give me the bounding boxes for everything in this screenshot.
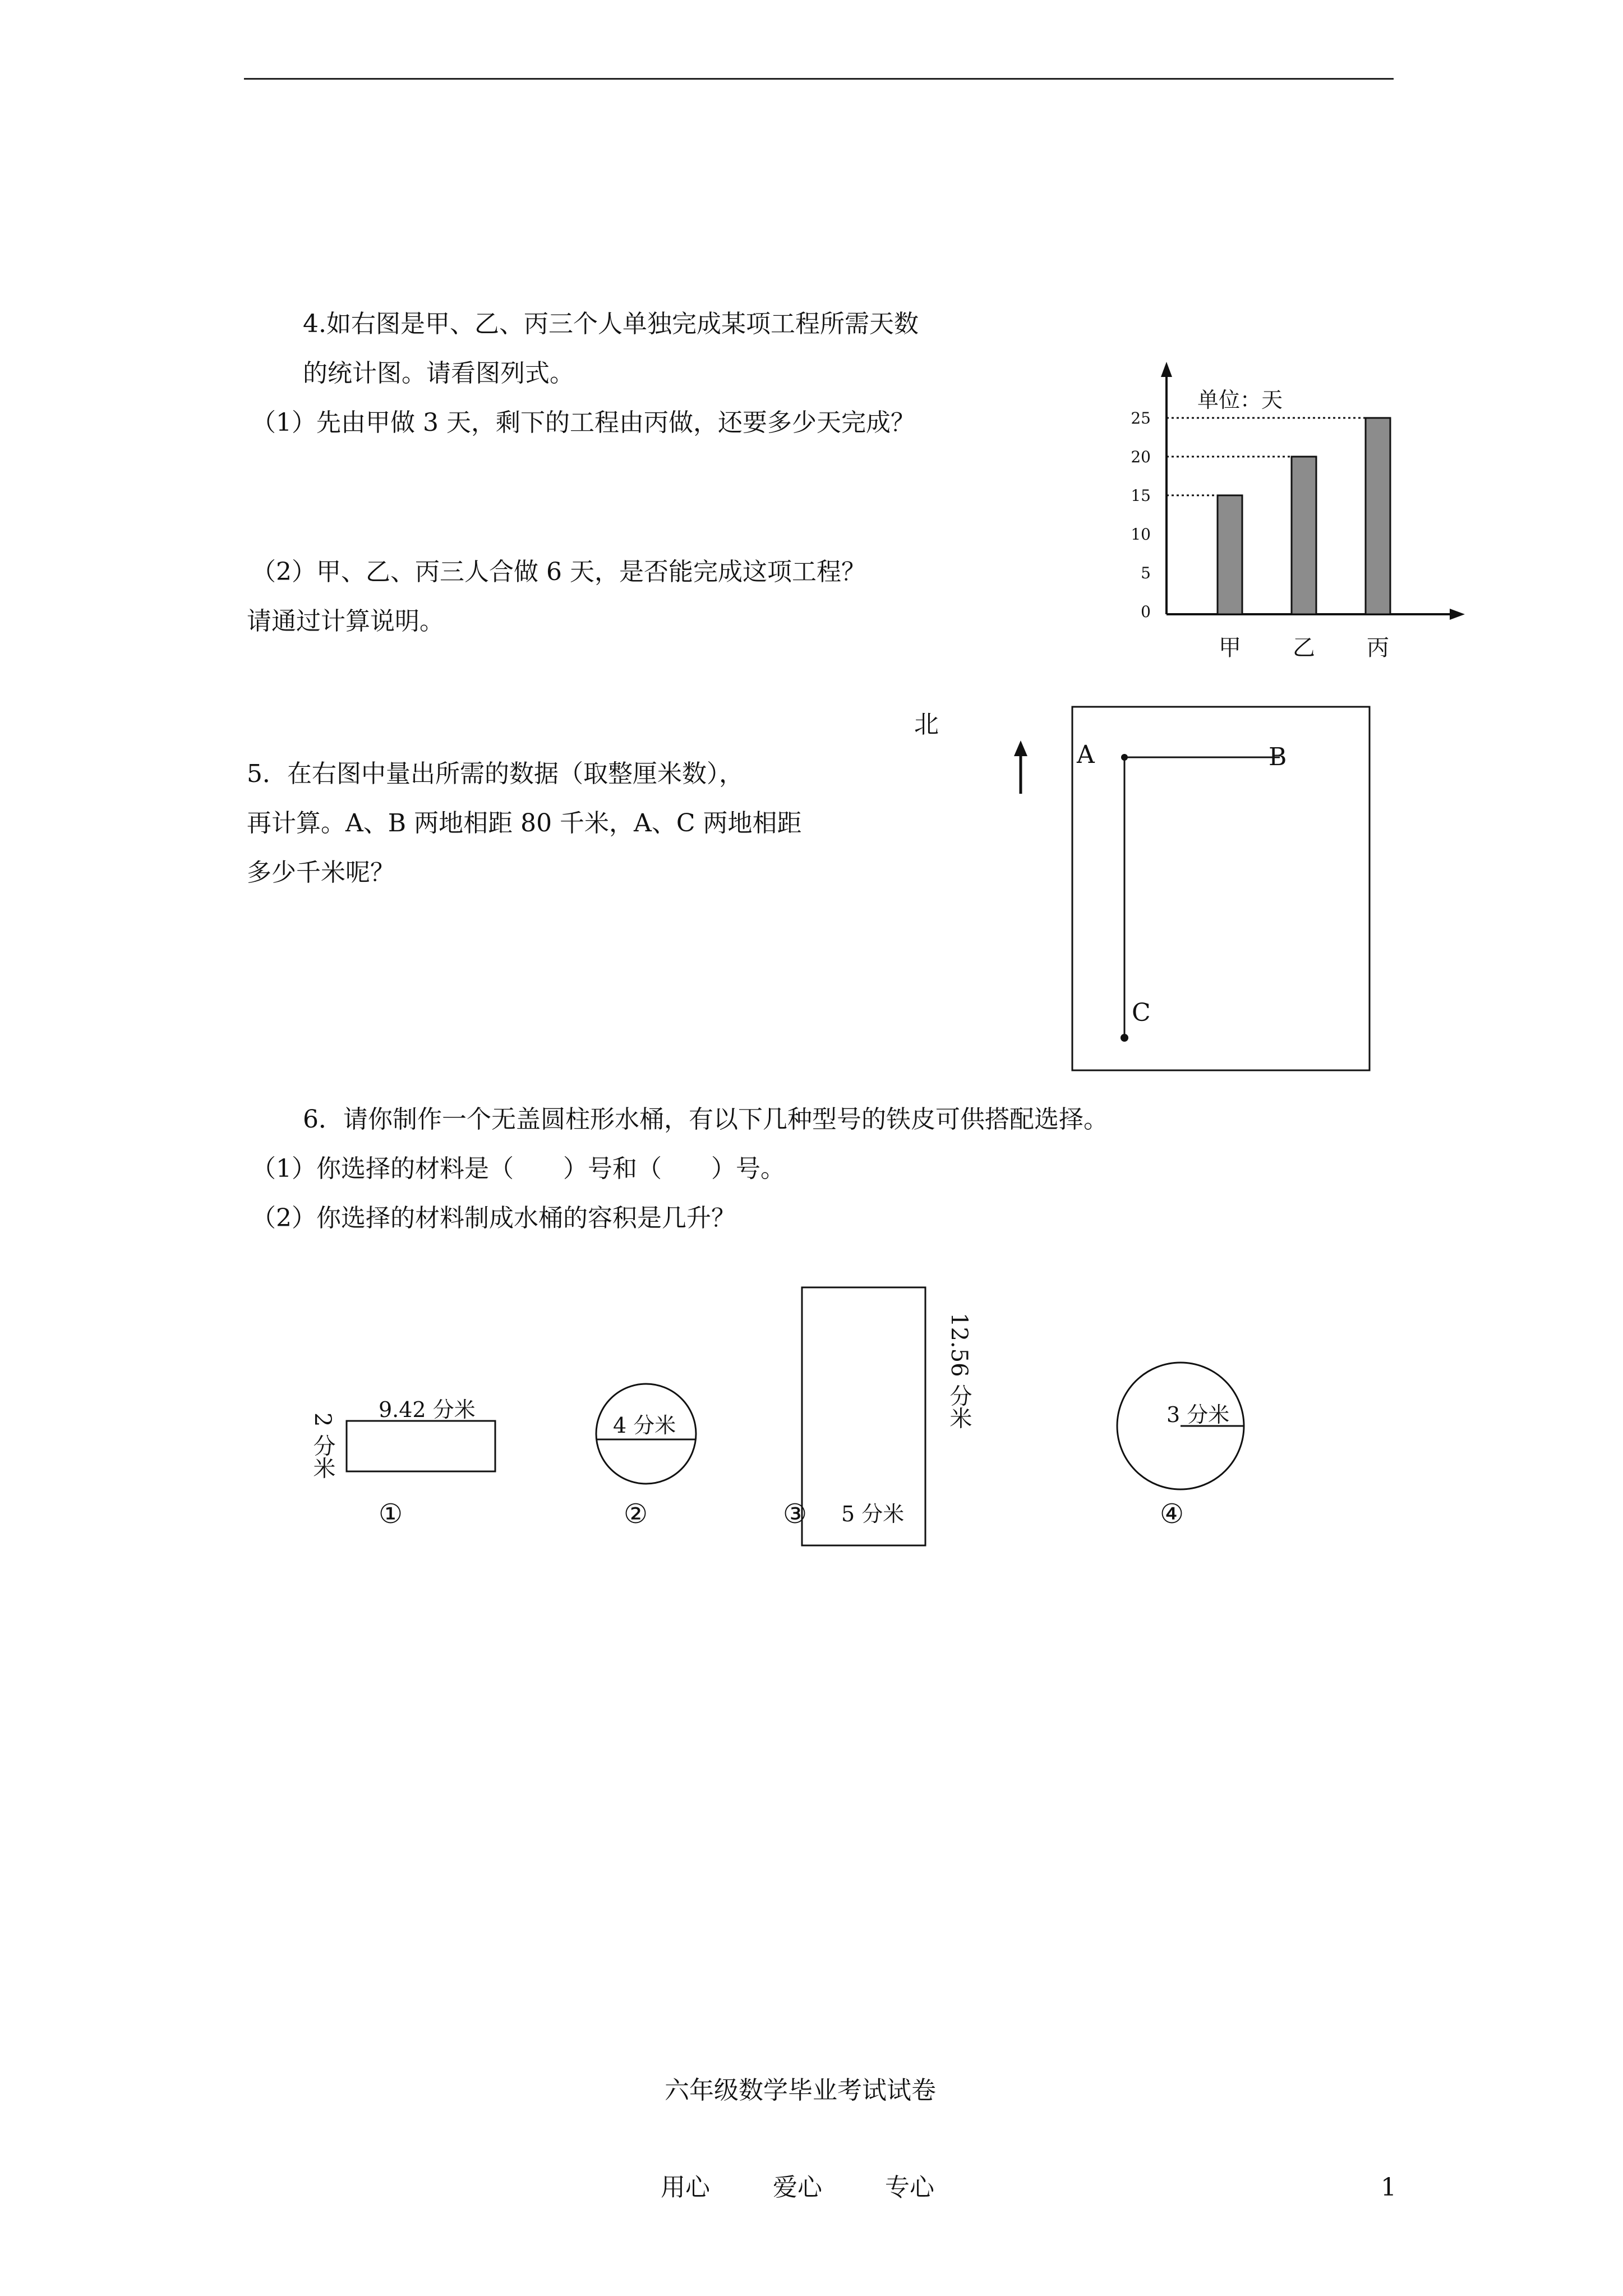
q5-line2: 再计算。A、B 两地相距 80 千米，A、C 两地相距 (247, 809, 802, 838)
shape2-number: ② (624, 1498, 648, 1530)
shape2-diameter-label: 4 分米 (613, 1413, 676, 1438)
q5-line3: 多少千米呢？ (247, 858, 395, 887)
north-arrow-icon (1009, 740, 1032, 797)
q4-sub1: （1）先由甲做 3 天，剩下的工程由丙做，还要多少天完成？ (251, 408, 915, 437)
y-tick-label: 15 (1131, 486, 1151, 505)
y-tick-label: 10 (1131, 525, 1151, 544)
x-category-label: 乙 (1293, 635, 1315, 661)
bar-chart (0, 0, 1623, 673)
shape3-width-label: 5 分米 (841, 1502, 905, 1526)
point-b-label: B (1269, 743, 1287, 771)
y-tick-label: 20 (1131, 448, 1151, 466)
y-tick-label: 25 (1131, 409, 1151, 427)
map-diagram (1071, 706, 1374, 1076)
shape4-number: ④ (1160, 1498, 1184, 1530)
north-label: 北 (914, 710, 939, 739)
shape1-number: ① (379, 1498, 403, 1530)
bar (1292, 457, 1316, 614)
shape1-width-label: 9.42 分米 (379, 1397, 476, 1422)
page-number: 1 (1381, 2173, 1396, 2202)
point-c-label: C (1132, 999, 1151, 1027)
bar (1218, 495, 1242, 614)
shape4-radius-label: 3 分米 (1166, 1402, 1230, 1427)
y-tick-label: 0 (1141, 602, 1151, 621)
q6-sub2: （2）你选择的材料制成水桶的容积是几升？ (251, 1204, 736, 1232)
footer-motto-1: 用心 (661, 2173, 710, 2202)
footer-motto-3: 专心 (885, 2173, 934, 2202)
shape3-number: ③ (783, 1498, 808, 1530)
q5-line1: 5．在右图中量出所需的数据（取整厘米数）， (247, 760, 744, 788)
y-tick-label: 5 (1141, 564, 1151, 582)
point-a-label: A (1077, 740, 1095, 769)
q4-sub2a: （2）甲、乙、丙三人合做 6 天，是否能完成这项工程？ (251, 558, 866, 586)
chart-unit-label: 单位：天 (1197, 388, 1283, 412)
shape1-rect (347, 1421, 495, 1471)
shape1-height-label: 2 分米 (310, 1412, 335, 1479)
q6-sub1: （1）你选择的材料是（ ）号和（ ）号。 (251, 1154, 785, 1183)
bar (1366, 418, 1390, 614)
materials-diagram (0, 1262, 1623, 1554)
x-category-label: 甲 (1219, 635, 1241, 661)
x-category-label: 丙 (1367, 635, 1389, 661)
footer-motto-2: 爱心 (773, 2173, 822, 2202)
q6-line1: 6．请你制作一个无盖圆柱形水桶，有以下几种型号的铁皮可供搭配选择。 (303, 1105, 1108, 1134)
q4-line1: 4.如右图是甲、乙、丙三个人单独完成某项工程所需天数 (303, 310, 919, 338)
shape3-height-label: 12.56 分米 (946, 1313, 972, 1429)
footer-title: 六年级数学毕业考试试卷 (665, 2076, 936, 2105)
q4-line2: 的统计图。请看图列式。 (303, 359, 574, 388)
q4-sub2b: 请通过计算说明。 (247, 607, 444, 636)
